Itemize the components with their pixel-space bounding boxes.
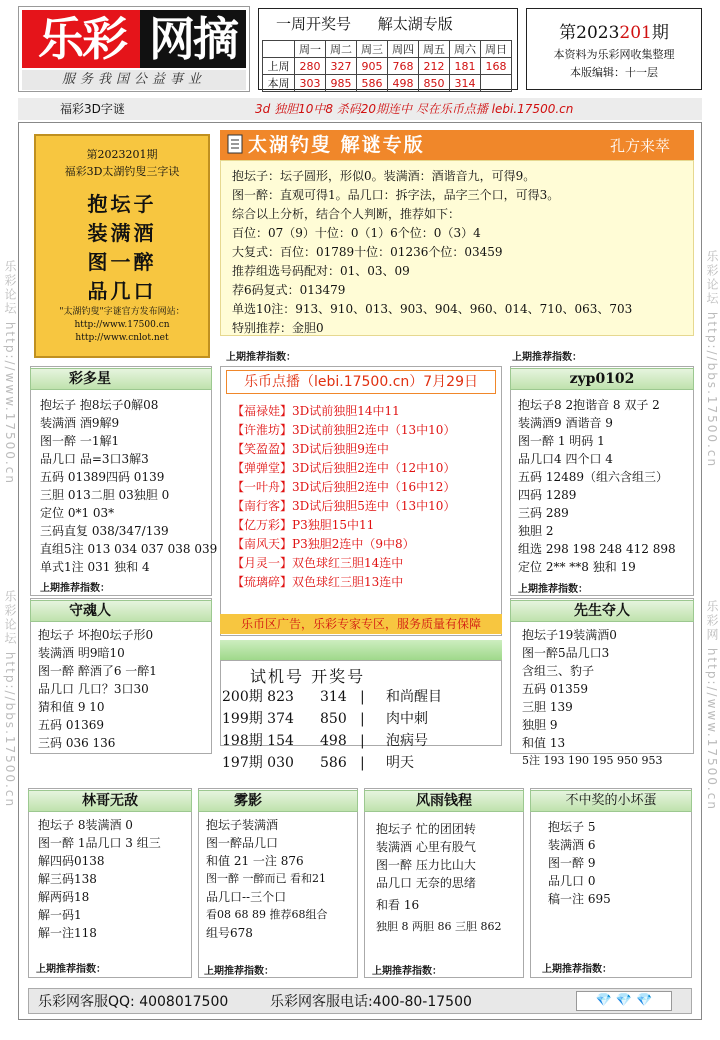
panel-line: 品几口 品=3口3解3 [40, 452, 149, 466]
issue-num: 201 [619, 23, 652, 43]
issue-number [530, 18, 698, 43]
panel-line: 含组三、豹子 [522, 664, 595, 678]
lebi-item [232, 478, 455, 497]
panel-line: 装满酒 酒9解9 [40, 416, 120, 430]
panel-title: 雾影 [234, 793, 262, 809]
draw-note: 泡病号 [386, 733, 428, 749]
panel-line: 抱坛子 抱8坛子0解08 [40, 398, 159, 412]
draw-cell: 168 [481, 58, 512, 75]
panel-line: 独胆 2 [518, 524, 554, 538]
draw-issue: 200期 823 [222, 689, 294, 705]
row-label: 上周 [263, 58, 295, 75]
article-author: 孔方来萃 [610, 137, 671, 155]
panel-line: 装满酒 明9暗10 [38, 646, 125, 660]
prev-rec-label: 上期推荐指数： [542, 964, 612, 975]
draw-result: 314 [320, 689, 347, 705]
day-header: 周五 [419, 41, 450, 58]
draw-cell: 586 [357, 75, 388, 92]
lebi-item-text: P3独胆2连中（9中8） [292, 537, 415, 551]
draw-result: 850 [320, 711, 347, 727]
draw-history-row [222, 686, 442, 708]
day-header: 周三 [357, 41, 388, 58]
panel-line: 单式1注 031 独和 4 [40, 560, 150, 574]
riddle-note-url[interactable]: http://www.cnlot.net [75, 333, 169, 343]
draw-note: 肉中刺 [386, 711, 428, 727]
draw-cell: 212 [419, 58, 450, 75]
riddle-line: 品几口 [87, 279, 157, 303]
prev-rec-label: 上期推荐指数： [40, 583, 110, 594]
panel-line: 图一醉 压力比山大 [376, 858, 476, 872]
article-line: 百位：07（9）十位：0（1）6个位：0（3）4 [232, 226, 481, 240]
draw-sep: | [360, 755, 365, 771]
panel-line: 图一醉5品几口3 [522, 646, 610, 660]
lebi-item-name[interactable]: 【许淮坊】 [232, 423, 293, 437]
panel-line: 组选 298 198 248 412 898 [518, 542, 676, 556]
lebi-item [232, 535, 415, 554]
day-header: 周日 [481, 41, 512, 58]
lebi-item-name[interactable]: 【琉璃碎】 [232, 575, 293, 589]
panel-line: 抱坛子 忙的团团转 [376, 822, 476, 836]
panel-line: 猜和值 9 10 [38, 700, 105, 714]
panel-line: 解两码18 [38, 890, 90, 904]
lebi-item-name[interactable]: 【亿万彩】 [232, 518, 293, 532]
lebi-item-name[interactable]: 【笑盈盈】 [232, 442, 293, 456]
weekly-draw-table [262, 40, 512, 92]
table-corner [263, 41, 295, 58]
panel-line: 五码 01389四码 0139 [40, 470, 165, 484]
editor-credit: 本版编辑：十一层 [570, 66, 658, 79]
draw-history-row [222, 730, 428, 752]
watermark-left-top: 乐彩论坛 http://www.17500.cn [3, 260, 17, 485]
draw-history-title: 试机号 开奖号 [250, 667, 366, 686]
lebi-item [232, 421, 455, 440]
panel-title: 先生夺人 [574, 603, 630, 619]
lebi-title[interactable]: 乐币点播（lebi.17500.cn）7月29日 [226, 370, 496, 394]
panel-line: 三码 289 [518, 506, 569, 520]
panel-line: 5注 193 190 195 950 953 [522, 754, 663, 767]
lebi-item [232, 516, 374, 535]
lebi-item-text: 3D试后独胆5连中（13中10） [292, 499, 456, 513]
draw-note: 和尚醒目 [386, 689, 442, 705]
article-line: 单选10注：913、910、013、903、904、960、014、710、063、703 [232, 302, 633, 316]
row-label: 本周 [263, 75, 295, 92]
table-row [263, 58, 512, 75]
lebi-item [232, 554, 403, 573]
table-row [263, 75, 512, 92]
draw-result: 498 [320, 733, 347, 749]
lebi-item-text: 3D试前独胆14中11 [292, 404, 400, 418]
prev-rec-label: 上期推荐指数： [226, 352, 296, 363]
lebi-item-name[interactable]: 【弹弹堂】 [232, 461, 293, 475]
lebi-item-name[interactable]: 【福禄娃】 [232, 404, 293, 418]
lebi-item-text: 3D试后独胆2连中（12中10） [292, 461, 456, 475]
panel-line: 图一醉 醉酒了6 一醉1 [38, 664, 157, 678]
lebi-item-text: 3D试前独胆2连中（13中10） [292, 423, 456, 437]
panel-line: 抱坛子19装满酒0 [522, 628, 617, 642]
panel-line: 和值 13 [522, 736, 566, 750]
draw-cell [481, 75, 512, 92]
promo-link[interactable]: 3d 独胆10中8 杀码20期连中 尽在乐币点播 lebi.17500.cn [255, 102, 574, 116]
article-line: 特别推荐：金胆0 [232, 321, 324, 335]
book-icon [226, 133, 246, 155]
title-left: 一周开奖号 [276, 15, 352, 33]
draw-cell: 314 [450, 75, 481, 92]
riddle-title [36, 146, 208, 180]
lebi-item-name[interactable]: 【月灵一】 [232, 556, 293, 570]
article-line: 图一醉：直观可得1。品几口：拆字法，品字三个口，可得3。 [232, 188, 560, 202]
table-header-row [263, 41, 512, 58]
article-line: 推荐组选号码配对：01、03、09 [232, 264, 410, 278]
ad-banner[interactable]: 乐币区广告，乐彩专家专区，服务质量有保障 [220, 614, 502, 634]
panel-line: 品几口 0 [548, 874, 596, 888]
lebi-item-text: 3D试后独胆2连中（16中12） [292, 480, 456, 494]
panel-line: 独胆 8 两胆 86 三胆 862 [376, 920, 502, 933]
panel-title: 林哥无敌 [82, 793, 138, 809]
riddle-title-line1: 第2023201期 [86, 148, 158, 161]
riddle-line: 抱坛子 [87, 192, 157, 216]
panel-line: 装满酒 心里有股气 [376, 840, 476, 854]
panel-line: 看08 68 89 推荐68组合 [206, 908, 328, 921]
draw-cell: 768 [388, 58, 419, 75]
draw-cell: 280 [295, 58, 326, 75]
section-label: 福彩3D字谜 [60, 102, 125, 116]
lebi-item-text: 双色球红三胆13连中 [292, 575, 404, 589]
draw-cell: 303 [295, 75, 326, 92]
panel-line: 解三码138 [38, 872, 97, 886]
panel-title: zyp0102 [569, 371, 635, 387]
logo-red-part: 乐彩 [22, 10, 142, 68]
draw-sep: | [360, 689, 365, 705]
panel-line: 品几口 几口？3口30 [38, 682, 149, 696]
draw-cell: 850 [419, 75, 450, 92]
prev-rec-label: 上期推荐指数： [36, 964, 106, 975]
draw-issue: 197期 030 [222, 755, 294, 771]
title-right: 解太湖专版 [377, 15, 453, 33]
riddle-line: 图一醉 [87, 250, 157, 274]
panel-line: 五码 01359 [522, 682, 588, 696]
draw-issue: 198期 154 [222, 733, 294, 749]
draw-sep: | [360, 711, 365, 727]
lebi-item-name[interactable]: 【南风天】 [232, 537, 293, 551]
panel-line: 定位 0*1 03* [40, 506, 115, 520]
draw-history-row [222, 752, 414, 774]
riddle-title-line2: 福彩3D太湖钓叟三字诀 [64, 165, 180, 178]
prev-rec-label: 上期推荐指数： [372, 966, 442, 977]
day-header: 周二 [326, 41, 357, 58]
article-line: 荐6码复式：013479 [232, 283, 346, 297]
article-line: 大复式：百位：01789十位：01236个位：03459 [232, 245, 503, 259]
panel-line: 解一注118 [38, 926, 97, 940]
draw-sep: | [360, 733, 365, 749]
panel-title: 风雨钱程 [416, 793, 472, 809]
panel-line: 品几口4 四个口 4 [518, 452, 613, 466]
riddle-note-url[interactable]: http://www.17500.cn [74, 320, 170, 330]
lebi-item [232, 497, 455, 516]
draw-history-topbar [220, 640, 502, 660]
panel-line: 图一醉 1品几口 3 组三 [38, 836, 161, 850]
panel-line: 三胆 139 [522, 700, 573, 714]
draw-cell: 985 [326, 75, 357, 92]
watermark-right-top: 乐彩论坛 http://bbs.17500.cn [705, 250, 719, 469]
draw-cell: 181 [450, 58, 481, 75]
draw-issue: 199期 374 [222, 711, 294, 727]
panel-title: 守魂人 [69, 603, 111, 619]
draw-cell: 327 [326, 58, 357, 75]
riddle-source-note [40, 306, 204, 345]
panel-line: 五码 01369 [38, 718, 104, 732]
lebi-item [232, 573, 403, 592]
panel-line: 抱坛子装满酒 [206, 818, 279, 832]
day-header: 周六 [450, 41, 481, 58]
panel-line: 装满酒9 酒谐音 9 [518, 416, 613, 430]
service-qq: 乐彩网客服QQ: 4008017500 [38, 994, 229, 1010]
service-phone: 乐彩网客服电话:400-80-17500 [270, 994, 472, 1010]
day-header: 周一 [295, 41, 326, 58]
panel-line: 四码 1289 [518, 488, 577, 502]
panel-line: 图一醉 9 [548, 856, 596, 870]
issue-suffix: 期 [651, 23, 669, 43]
draw-cell: 498 [388, 75, 419, 92]
panel-title: 彩多星 [69, 371, 111, 387]
article-line: 抱坛子：坛子圆形，形似0。装满酒：酒谐音九，可得9。 [232, 169, 536, 183]
panel-line: 定位 2** **8 独和 19 [518, 560, 636, 574]
panel-line: 图一醉 一1解1 [40, 434, 120, 448]
prev-rec-label: 上期推荐指数： [518, 584, 588, 595]
panel-line: 三码直复 038/347/139 [40, 524, 169, 538]
panel-line: 抱坛子 坏抱0坛子形0 [38, 628, 154, 642]
draw-cell: 905 [357, 58, 388, 75]
article-line: 综合以上分析，结合个人判断，推荐如下： [232, 207, 461, 221]
prev-rec-label: 上期推荐指数： [204, 966, 274, 977]
lebi-item-text: 3D试后独胆9连中 [292, 442, 389, 456]
draw-history-row [222, 708, 428, 730]
panel-line: 抱坛子 5 [548, 820, 596, 834]
lebi-item-name[interactable]: 【南行客】 [232, 499, 293, 513]
draw-note: 明天 [386, 755, 414, 771]
diamond-icon: 💎 💎 💎 [576, 991, 672, 1011]
panel-line: 解四码0138 [38, 854, 105, 868]
panel-line: 图一醉品几口 [206, 836, 279, 850]
lebi-item [232, 440, 389, 459]
lebi-item-name[interactable]: 【一叶舟】 [232, 480, 293, 494]
lebi-item [232, 459, 455, 478]
weekly-draw-title [262, 12, 514, 36]
slogan: 服务我国公益事业 [22, 70, 246, 90]
watermark-left-bottom: 乐彩论坛 http://bbs.17500.cn [3, 590, 17, 809]
source-note: 本资料为乐彩网收集整理 [553, 48, 675, 61]
riddle-line: 装满酒 [87, 221, 157, 245]
panel-line: 品几口--三个口 [206, 890, 287, 904]
panel-line: 组号678 [206, 926, 253, 940]
panel-line: 图一醉 一醉而已 看和21 [206, 872, 326, 885]
panel-line: 品几口 无奈的思绪 [376, 876, 476, 890]
draw-result: 586 [320, 755, 347, 771]
riddle-note-line: "太湖钓叟"字谜官方发布网站： [59, 307, 185, 317]
panel-line: 图一醉 1 明码 1 [518, 434, 605, 448]
panel-line: 直组5注 013 034 037 038 039 [40, 542, 218, 556]
logo-black-part: 网摘 [140, 10, 246, 68]
article-title: 太湖钓叟 解谜专版 [248, 134, 425, 156]
panel-line: 抱坛子8 2抱谐音 8 双子 2 [518, 398, 660, 412]
lebi-item-text: 双色球红三胆14连中 [292, 556, 404, 570]
prev-rec-label: 上期推荐指数： [512, 352, 582, 363]
panel-line: 三码 036 136 [38, 736, 116, 750]
panel-line: 和看 16 [376, 898, 420, 912]
panel-line: 和值 21 一注 876 [206, 854, 304, 868]
panel-line: 解一码1 [38, 908, 82, 922]
panel-line: 三胆 013二胆 03独胆 0 [40, 488, 170, 502]
day-header: 周四 [388, 41, 419, 58]
panel-line: 装满酒 6 [548, 838, 596, 852]
panel-title: 不中奖的小坏蛋 [565, 793, 657, 808]
lebi-item [232, 402, 400, 421]
watermark-right-bottom: 乐彩网 http://www.17500.cn [705, 600, 719, 811]
panel-line: 稿一注 695 [548, 892, 611, 906]
panel-line: 抱坛子 8装满酒 0 [38, 818, 133, 832]
issue-prefix: 第2023 [559, 23, 620, 43]
panel-line: 五码 12489（组六含组三） [518, 470, 668, 484]
lebi-item-text: P3独胆15中11 [292, 518, 375, 532]
panel-line: 独胆 9 [522, 718, 558, 732]
